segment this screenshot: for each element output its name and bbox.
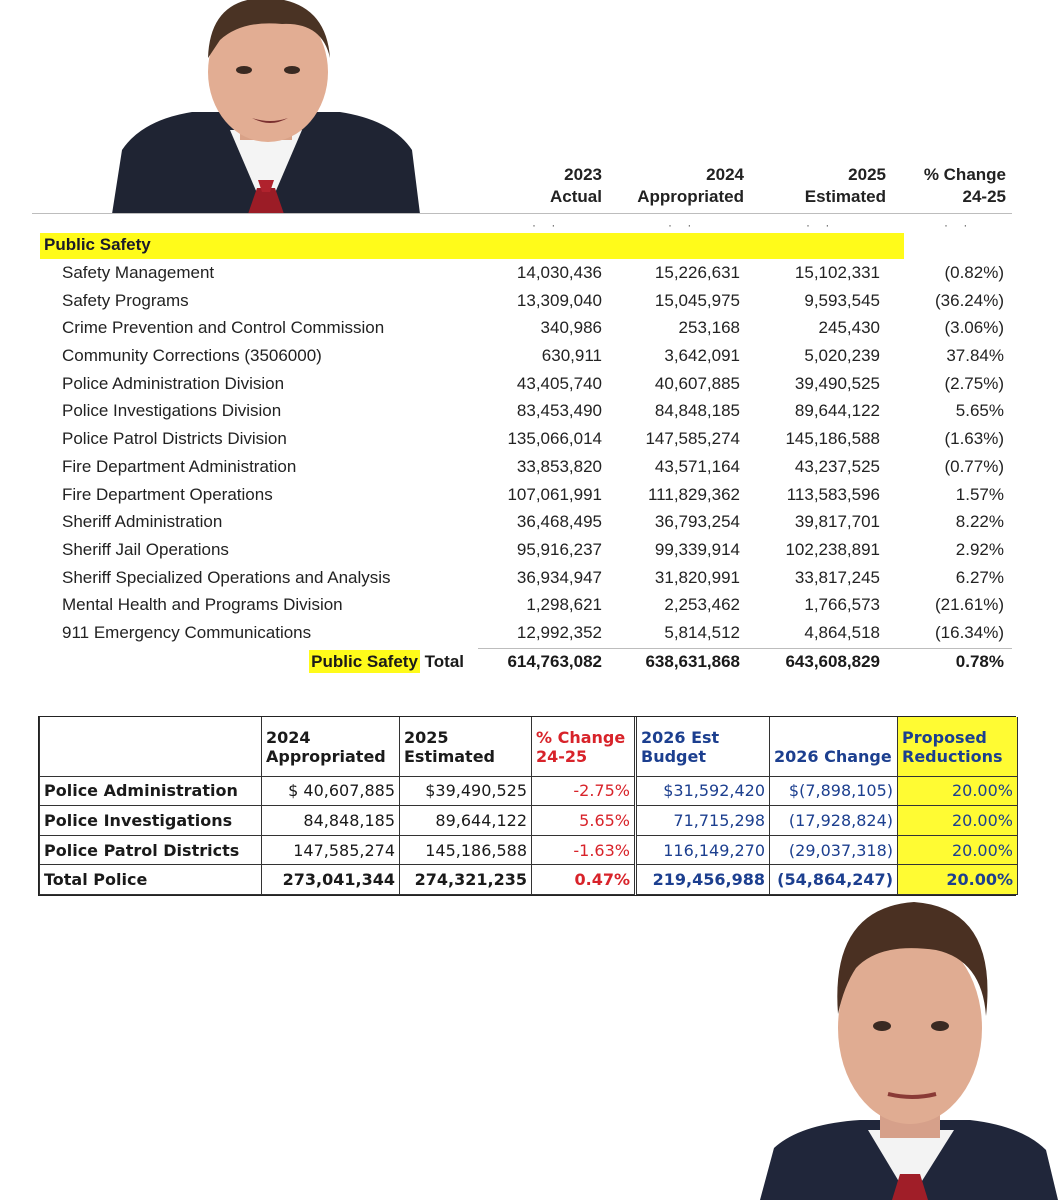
t2-cell-2024: 147,585,274 <box>262 835 400 865</box>
t2-cell-pct: -2.75% <box>532 776 636 806</box>
table-row <box>0 564 1058 592</box>
cell-2025: 43,237,525 <box>794 456 880 476</box>
divider-dots: · · <box>944 218 974 232</box>
cell-2023: 33,853,820 <box>516 456 602 476</box>
cell-2025: 4,864,518 <box>804 622 880 642</box>
row-label: Safety Management <box>62 263 215 282</box>
cell-2024: 99,339,914 <box>654 539 740 559</box>
table-row <box>0 342 1058 370</box>
cell-2024: 40,607,885 <box>654 373 740 393</box>
cell-pct-change: (0.77%) <box>944 456 1004 476</box>
total-label-highlight: Public Safety <box>311 652 418 671</box>
cell-2023: 14,030,436 <box>516 263 602 282</box>
column-header-2024 <box>604 164 744 208</box>
t2-total-row <box>40 865 1018 895</box>
t2-total-est: 219,456,988 <box>636 865 770 895</box>
cell-2025: 102,238,891 <box>785 539 880 559</box>
cell-2023: 43,405,740 <box>516 373 602 393</box>
t2-header-change-top <box>770 717 898 747</box>
t2-cell-2024: $ 40,607,885 <box>262 776 400 806</box>
table-row <box>0 453 1058 481</box>
table-row <box>0 397 1058 425</box>
cell-pct-change: (0.82%) <box>944 263 1004 282</box>
total-pct-change: 0.78% <box>955 652 1004 671</box>
t2-total-label: Total Police <box>40 865 262 895</box>
portrait-photo-top <box>112 0 420 214</box>
section-title-highlight <box>40 233 904 259</box>
cell-pct-change: (1.63%) <box>944 429 1004 449</box>
row-label: Sheriff Administration <box>62 512 223 532</box>
total-label-suffix: Total <box>419 652 464 671</box>
t2-cell-est: $31,592,420 <box>636 776 770 806</box>
t2-cell-2025: $39,490,525 <box>400 776 532 806</box>
row-label: Sheriff Jail Operations <box>62 539 229 559</box>
row-label: Police Patrol Districts Division <box>62 429 287 449</box>
cell-2025: 5,020,239 <box>804 346 880 366</box>
t2-total-2024: 273,041,344 <box>262 865 400 895</box>
portrait-photo-bottom <box>760 898 1058 1200</box>
budget-table-rows <box>0 259 1058 647</box>
row-label: Sheriff Specialized Operations and Analysis <box>62 567 391 587</box>
row-label: Police Investigations Division <box>62 401 282 421</box>
t2-subheader-reductions: Reductions <box>898 747 1018 777</box>
row-label: Mental Health and Programs Division <box>62 595 343 615</box>
table-row <box>40 806 1018 836</box>
cell-pct-change: 6.27% <box>955 567 1004 587</box>
section-title: Public Safety <box>44 235 151 254</box>
t2-row-label: Police Administration <box>40 776 262 806</box>
t2-total-change: (54,864,247) <box>770 865 898 895</box>
t2-cell-reductions: 20.00% <box>898 835 1018 865</box>
divider-dots: · · <box>806 218 836 232</box>
cell-2023: 1,298,621 <box>526 595 602 615</box>
divider-dots: · · <box>668 218 698 232</box>
cell-2023: 83,453,490 <box>516 401 602 421</box>
row-label: Crime Prevention and Control Commission <box>62 318 385 338</box>
cell-pct-change: (16.34%) <box>935 622 1004 642</box>
row-label: Community Corrections (3506000) <box>62 346 322 366</box>
portrait-bottom-illustration <box>760 898 1058 1200</box>
column-header-year: 2024 <box>706 165 744 184</box>
table-row <box>40 835 1018 865</box>
t2-header-reductions: Proposed <box>898 717 1018 747</box>
t2-total-2025: 274,321,235 <box>400 865 532 895</box>
table-row <box>0 591 1058 619</box>
cell-2025: 89,644,122 <box>794 401 880 421</box>
cell-pct-change: (21.61%) <box>935 595 1004 615</box>
cell-2025: 39,817,701 <box>794 512 880 532</box>
t2-cell-2025: 89,644,122 <box>400 806 532 836</box>
t2-cell-pct: 5.65% <box>532 806 636 836</box>
t2-cell-reductions: 20.00% <box>898 806 1018 836</box>
column-header-year: 2025 <box>848 165 886 184</box>
t2-cell-est: 71,715,298 <box>636 806 770 836</box>
column-header-year: % Change <box>923 165 1006 184</box>
total-2023: 614,763,082 <box>507 652 602 671</box>
table-row <box>0 508 1058 536</box>
cell-pct-change: (36.24%) <box>935 290 1004 310</box>
cell-2023: 13,309,040 <box>516 290 602 310</box>
cell-2025: 9,593,545 <box>804 290 880 310</box>
row-label: Police Administration Division <box>62 373 285 393</box>
cell-2024: 3,642,091 <box>664 346 740 366</box>
cell-2023: 135,066,014 <box>507 429 602 449</box>
portrait-top-illustration <box>112 0 420 214</box>
cell-2023: 36,468,495 <box>516 512 602 532</box>
cell-2025: 15,102,331 <box>794 263 880 282</box>
total-2024: 638,631,868 <box>645 652 740 671</box>
column-header-2023 <box>492 164 602 208</box>
header-divider <box>32 213 1012 214</box>
cell-2024: 2,253,462 <box>664 595 740 615</box>
cell-2024: 253,168 <box>678 318 740 338</box>
cell-pct-change: 2.92% <box>955 539 1004 559</box>
cell-2025: 145,186,588 <box>785 429 880 449</box>
t2-subheader-est: Budget <box>636 747 770 777</box>
column-header-pct-change <box>906 164 1006 208</box>
total-2025: 643,608,829 <box>785 652 880 671</box>
cell-2023: 340,986 <box>540 318 602 338</box>
cell-2025: 113,583,596 <box>786 484 880 504</box>
t2-cell-pct: -1.63% <box>532 835 636 865</box>
t2-header-pct: % Change <box>532 717 636 747</box>
cell-2025: 39,490,525 <box>794 373 880 393</box>
table-row <box>0 536 1058 564</box>
cell-2024: 15,226,631 <box>654 263 740 282</box>
table2-corner-lower <box>40 747 262 777</box>
t2-cell-change: (29,037,318) <box>770 835 898 865</box>
cell-2025: 245,430 <box>818 318 880 338</box>
t2-total-reductions: 20.00% <box>898 865 1018 895</box>
table-row <box>0 314 1058 342</box>
cell-pct-change: 37.84% <box>946 346 1004 366</box>
cell-2024: 84,848,185 <box>654 401 740 421</box>
t2-cell-reductions: 20.00% <box>898 776 1018 806</box>
cell-pct-change: 1.57% <box>955 484 1004 504</box>
table-row <box>0 259 1058 287</box>
row-label: Safety Programs <box>62 290 189 310</box>
t2-cell-change: (17,928,824) <box>770 806 898 836</box>
t2-subheader-2025: Estimated <box>400 747 532 777</box>
t2-row-label: Police Investigations <box>40 806 262 836</box>
cell-2023: 630,911 <box>541 346 602 366</box>
cell-2024: 147,585,274 <box>645 429 740 449</box>
cell-2023: 36,934,947 <box>516 567 602 587</box>
column-header-sub: 24-25 <box>962 187 1006 206</box>
cell-2025: 33,817,245 <box>794 567 880 587</box>
cell-2024: 31,820,991 <box>654 567 740 587</box>
t2-cell-2025: 145,186,588 <box>400 835 532 865</box>
police-budget-table <box>38 716 1016 896</box>
column-header-sub: Estimated <box>804 187 886 206</box>
total-label <box>309 648 464 676</box>
cell-pct-change: (2.75%) <box>944 373 1004 393</box>
table-row <box>0 481 1058 509</box>
t2-subheader-change: 2026 Change <box>770 747 898 777</box>
t2-header-2025: 2025 <box>400 717 532 747</box>
table-row <box>40 776 1018 806</box>
cell-pct-change: 5.65% <box>955 401 1004 421</box>
t2-cell-change: $(7,898,105) <box>770 776 898 806</box>
column-header-2025 <box>776 164 886 208</box>
cell-2023: 12,992,352 <box>516 622 602 642</box>
t2-total-pct: 0.47% <box>532 865 636 895</box>
cell-2024: 5,814,512 <box>664 622 740 642</box>
cell-2023: 95,916,237 <box>516 539 602 559</box>
table-row <box>0 425 1058 453</box>
row-label: Fire Department Administration <box>62 456 297 476</box>
cell-2023: 107,061,991 <box>507 484 602 504</box>
table-row <box>0 619 1058 647</box>
cell-2024: 15,045,975 <box>654 290 740 310</box>
t2-header-est: 2026 Est <box>636 717 770 747</box>
cell-2025: 1,766,573 <box>804 595 880 615</box>
t2-cell-est: 116,149,270 <box>636 835 770 865</box>
row-label: 911 Emergency Communications <box>62 622 312 642</box>
column-header-sub: Appropriated <box>637 187 744 206</box>
divider-dots: · · <box>532 218 562 232</box>
column-header-sub: Actual <box>550 187 602 206</box>
cell-2024: 43,571,164 <box>654 456 740 476</box>
t2-subheader-2024: Appropriated <box>262 747 400 777</box>
cell-pct-change: (3.06%) <box>944 318 1004 338</box>
budget-total-row <box>0 648 1058 676</box>
t2-header-2024: 2024 <box>262 717 400 747</box>
table-row <box>0 287 1058 315</box>
cell-2024: 111,829,362 <box>647 484 740 504</box>
cell-2024: 36,793,254 <box>654 512 740 532</box>
table-row <box>0 370 1058 398</box>
t2-cell-2024: 84,848,185 <box>262 806 400 836</box>
t2-row-label: Police Patrol Districts <box>40 835 262 865</box>
row-label: Fire Department Operations <box>62 484 273 504</box>
cell-pct-change: 8.22% <box>955 512 1004 532</box>
table2-corner <box>40 717 262 747</box>
column-header-year: 2023 <box>564 165 602 184</box>
t2-subheader-pct: 24-25 <box>532 747 636 777</box>
